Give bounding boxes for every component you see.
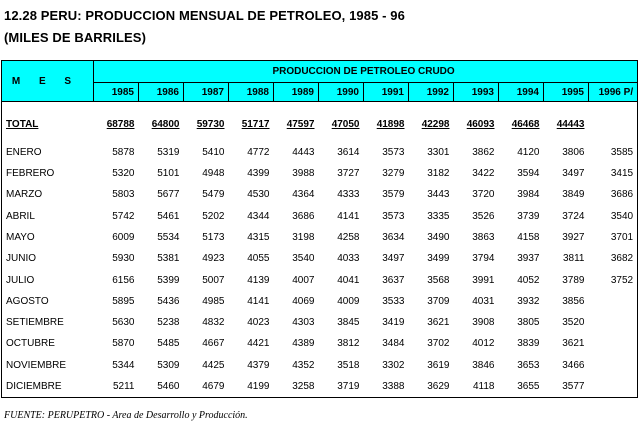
table-cell: 4352 bbox=[292, 359, 315, 371]
table-cell: 5202 bbox=[202, 210, 225, 222]
table-row bbox=[2, 248, 638, 269]
total-label: TOTAL bbox=[2, 114, 94, 135]
table-cell: 3568 bbox=[427, 274, 450, 286]
table-cell: 3686 bbox=[292, 210, 315, 222]
year-header: 1996 P/ bbox=[589, 83, 638, 102]
table-cell: 4052 bbox=[517, 274, 540, 286]
table-cell: 5461 bbox=[157, 210, 180, 222]
total-value: 47597 bbox=[286, 119, 315, 131]
table-cell bbox=[589, 291, 638, 312]
table-cell: 3856 bbox=[562, 295, 585, 307]
table-cell: 3585 bbox=[589, 142, 638, 163]
table-cell: 4344 bbox=[247, 210, 270, 222]
year-header: 1991 bbox=[364, 83, 409, 102]
total-value: 47050 bbox=[331, 119, 360, 131]
table-cell: 6009 bbox=[112, 231, 135, 243]
table-cell: 4772 bbox=[247, 146, 270, 158]
table-cell: 5309 bbox=[157, 359, 180, 371]
table-cell: 5479 bbox=[202, 189, 225, 201]
table-cell: 3198 bbox=[292, 231, 315, 243]
table-cell: 3682 bbox=[589, 248, 638, 269]
table-cell: 5319 bbox=[157, 146, 180, 158]
table-cell: 3518 bbox=[337, 359, 360, 371]
table-cell: 3720 bbox=[472, 189, 495, 201]
table-cell: 5742 bbox=[112, 210, 135, 222]
table-cell: 3258 bbox=[274, 376, 319, 398]
table-cell: 4399 bbox=[247, 168, 270, 180]
table-cell: 3422 bbox=[472, 168, 495, 180]
table-cell: 4158 bbox=[517, 231, 540, 243]
table-cell: 3573 bbox=[382, 210, 405, 222]
table-cell: 3573 bbox=[382, 146, 405, 158]
table-cell: 3490 bbox=[427, 231, 450, 243]
table-cell: 5238 bbox=[157, 317, 180, 329]
table-cell: 5895 bbox=[112, 295, 135, 307]
year-header: 1993 bbox=[454, 83, 499, 102]
year-header: 1994 bbox=[499, 83, 544, 102]
table-cell: 3619 bbox=[427, 359, 450, 371]
table-cell: 3526 bbox=[472, 210, 495, 222]
total-value: 41898 bbox=[376, 119, 405, 131]
table-cell: 4303 bbox=[292, 317, 315, 329]
table-cell: 3415 bbox=[589, 163, 638, 184]
table-cell: 4679 bbox=[184, 376, 229, 398]
table-cell: 6156 bbox=[112, 274, 135, 286]
table-cell: 4333 bbox=[337, 189, 360, 201]
total-value: 46093 bbox=[466, 119, 495, 131]
table-cell: 5410 bbox=[202, 146, 225, 158]
table-cell: 3634 bbox=[382, 231, 405, 243]
table-row bbox=[2, 269, 638, 290]
table-cell: 5101 bbox=[157, 168, 180, 180]
table-cell: 3908 bbox=[472, 317, 495, 329]
table-cell: 5320 bbox=[112, 168, 135, 180]
table-cell: 4421 bbox=[247, 338, 270, 350]
table-cell: 4948 bbox=[202, 168, 225, 180]
table-cell: 5878 bbox=[112, 146, 135, 158]
table-cell: 3727 bbox=[337, 168, 360, 180]
table-cell: 4009 bbox=[337, 295, 360, 307]
table-cell: 4443 bbox=[292, 146, 315, 158]
table-cell: 3862 bbox=[472, 146, 495, 158]
total-value bbox=[589, 114, 638, 135]
table-cell: 5436 bbox=[157, 295, 180, 307]
table-cell: 3849 bbox=[562, 189, 585, 201]
table-cell: 4258 bbox=[337, 231, 360, 243]
table-cell: 4118 bbox=[454, 376, 499, 398]
table-cell: 3984 bbox=[517, 189, 540, 201]
table-cell bbox=[589, 376, 638, 398]
month-label: FEBRERO bbox=[2, 163, 94, 184]
table-row bbox=[2, 355, 638, 376]
month-label: JUNIO bbox=[2, 248, 94, 269]
table-cell: 4139 bbox=[247, 274, 270, 286]
table-cell: 4033 bbox=[337, 253, 360, 265]
table-cell: 3806 bbox=[562, 146, 585, 158]
table-cell: 4007 bbox=[292, 274, 315, 286]
table-cell bbox=[589, 312, 638, 333]
page-title: 12.28 PERU: PRODUCCION MENSUAL DE PETROLEO, 1985 - 96 bbox=[4, 8, 405, 23]
total-value: 44443 bbox=[556, 119, 585, 131]
table-row bbox=[2, 376, 638, 398]
table-cell: 3937 bbox=[517, 253, 540, 265]
table-cell: 3794 bbox=[472, 253, 495, 265]
table-cell: 5173 bbox=[202, 231, 225, 243]
month-label: MAYO bbox=[2, 227, 94, 248]
table-cell: 3182 bbox=[427, 168, 450, 180]
table-cell: 3839 bbox=[517, 338, 540, 350]
table-cell: 4041 bbox=[337, 274, 360, 286]
total-value: 46468 bbox=[511, 119, 540, 131]
total-value: 64800 bbox=[151, 119, 180, 131]
month-label: ENERO bbox=[2, 142, 94, 163]
table-cell bbox=[589, 355, 638, 376]
table-cell: 4023 bbox=[247, 317, 270, 329]
table-cell bbox=[589, 333, 638, 354]
table-cell: 4389 bbox=[292, 338, 315, 350]
table-row bbox=[2, 184, 638, 205]
table-cell: 3991 bbox=[472, 274, 495, 286]
table-cell: 3279 bbox=[382, 168, 405, 180]
table-cell: 3301 bbox=[427, 146, 450, 158]
year-header: 1995 bbox=[544, 83, 589, 102]
table-cell: 5803 bbox=[112, 189, 135, 201]
table-cell: 3752 bbox=[589, 269, 638, 290]
table-cell: 3388 bbox=[364, 376, 409, 398]
table-cell: 3533 bbox=[382, 295, 405, 307]
table-cell: 3520 bbox=[562, 317, 585, 329]
table-cell: 5870 bbox=[112, 338, 135, 350]
table-cell: 3846 bbox=[472, 359, 495, 371]
year-header: 1990 bbox=[319, 83, 364, 102]
month-label: DICIEMBRE bbox=[2, 376, 94, 398]
table-cell: 3497 bbox=[562, 168, 585, 180]
table-cell: 3927 bbox=[562, 231, 585, 243]
table-cell: 3932 bbox=[517, 295, 540, 307]
table-cell: 4985 bbox=[202, 295, 225, 307]
table-cell: 4012 bbox=[472, 338, 495, 350]
table-cell: 3497 bbox=[382, 253, 405, 265]
table-cell: 3540 bbox=[292, 253, 315, 265]
table-cell: 5381 bbox=[157, 253, 180, 265]
table-cell: 4364 bbox=[292, 189, 315, 201]
table-row bbox=[2, 312, 638, 333]
table-cell: 3443 bbox=[427, 189, 450, 201]
table-cell: 4315 bbox=[247, 231, 270, 243]
table-cell: 3577 bbox=[544, 376, 589, 398]
month-label: NOVIEMBRE bbox=[2, 355, 94, 376]
month-label: JULIO bbox=[2, 269, 94, 290]
table-cell: 3614 bbox=[337, 146, 360, 158]
total-row bbox=[2, 114, 638, 135]
table-cell: 5630 bbox=[112, 317, 135, 329]
month-label: ABRIL bbox=[2, 205, 94, 226]
table-cell: 3419 bbox=[382, 317, 405, 329]
month-label: AGOSTO bbox=[2, 291, 94, 312]
table-cell: 3701 bbox=[589, 227, 638, 248]
table-cell: 3811 bbox=[562, 253, 585, 265]
table-cell: 3655 bbox=[499, 376, 544, 398]
total-value: 51717 bbox=[241, 119, 270, 131]
table-cell: 4530 bbox=[247, 189, 270, 201]
year-header: 1988 bbox=[229, 83, 274, 102]
table-cell: 3805 bbox=[517, 317, 540, 329]
table-row bbox=[2, 163, 638, 184]
table-cell: 3484 bbox=[382, 338, 405, 350]
year-header: 1992 bbox=[409, 83, 454, 102]
table-cell: 3724 bbox=[562, 210, 585, 222]
table-cell: 4667 bbox=[202, 338, 225, 350]
table-cell: 3302 bbox=[382, 359, 405, 371]
table-cell: 5344 bbox=[112, 359, 135, 371]
table-cell: 3335 bbox=[427, 210, 450, 222]
table-cell: 3629 bbox=[409, 376, 454, 398]
table-cell: 4379 bbox=[247, 359, 270, 371]
table-cell: 3686 bbox=[589, 184, 638, 205]
table-cell: 3709 bbox=[427, 295, 450, 307]
table-cell: 5677 bbox=[157, 189, 180, 201]
table-row bbox=[2, 227, 638, 248]
table-cell: 3812 bbox=[337, 338, 360, 350]
table-cell: 3637 bbox=[382, 274, 405, 286]
month-label: SETIEMBRE bbox=[2, 312, 94, 333]
table-cell: 5211 bbox=[94, 376, 139, 398]
table-cell: 4199 bbox=[229, 376, 274, 398]
table-cell: 3621 bbox=[427, 317, 450, 329]
table-cell: 3845 bbox=[337, 317, 360, 329]
table-cell: 4832 bbox=[202, 317, 225, 329]
production-table bbox=[1, 60, 638, 398]
table-cell: 3863 bbox=[472, 231, 495, 243]
table-cell: 3789 bbox=[562, 274, 585, 286]
table-cell: 4923 bbox=[202, 253, 225, 265]
table-cell: 3739 bbox=[517, 210, 540, 222]
year-header: 1985 bbox=[94, 83, 139, 102]
table-cell: 4141 bbox=[247, 295, 270, 307]
total-value: 68788 bbox=[106, 119, 135, 131]
month-label: MARZO bbox=[2, 184, 94, 205]
total-value: 42298 bbox=[421, 119, 450, 131]
month-column-header: M E S bbox=[2, 61, 94, 102]
table-cell: 5460 bbox=[139, 376, 184, 398]
table-cell: 4120 bbox=[517, 146, 540, 158]
year-header: 1986 bbox=[139, 83, 184, 102]
table-cell: 3466 bbox=[562, 359, 585, 371]
table-cell: 5399 bbox=[157, 274, 180, 286]
table-cell: 5007 bbox=[202, 274, 225, 286]
table-cell: 3988 bbox=[292, 168, 315, 180]
table-cell: 4031 bbox=[472, 295, 495, 307]
table-cell: 3702 bbox=[427, 338, 450, 350]
table-cell: 3499 bbox=[427, 253, 450, 265]
table-row bbox=[2, 205, 638, 226]
production-group-header: PRODUCCION DE PETROLEO CRUDO bbox=[94, 61, 638, 83]
table-row bbox=[2, 142, 638, 163]
page-subtitle: (MILES DE BARRILES) bbox=[4, 30, 147, 45]
source-note: FUENTE: PERUPETRO - Area de Desarrollo y Producción. bbox=[4, 410, 248, 421]
table-cell: 5534 bbox=[157, 231, 180, 243]
table-cell: 5485 bbox=[157, 338, 180, 350]
table-cell: 3594 bbox=[517, 168, 540, 180]
table-cell: 4425 bbox=[202, 359, 225, 371]
year-header: 1987 bbox=[184, 83, 229, 102]
table-cell: 3621 bbox=[562, 338, 585, 350]
table-row bbox=[2, 291, 638, 312]
table-row bbox=[2, 333, 638, 354]
table-cell: 4069 bbox=[292, 295, 315, 307]
table-cell: 3540 bbox=[589, 205, 638, 226]
table-cell: 3579 bbox=[382, 189, 405, 201]
total-value: 59730 bbox=[196, 119, 225, 131]
table-cell: 3653 bbox=[517, 359, 540, 371]
table-cell: 4055 bbox=[247, 253, 270, 265]
month-label: OCTUBRE bbox=[2, 333, 94, 354]
year-header: 1989 bbox=[274, 83, 319, 102]
table-cell: 4141 bbox=[337, 210, 360, 222]
table-cell: 3719 bbox=[319, 376, 364, 398]
table-cell: 5930 bbox=[112, 253, 135, 265]
